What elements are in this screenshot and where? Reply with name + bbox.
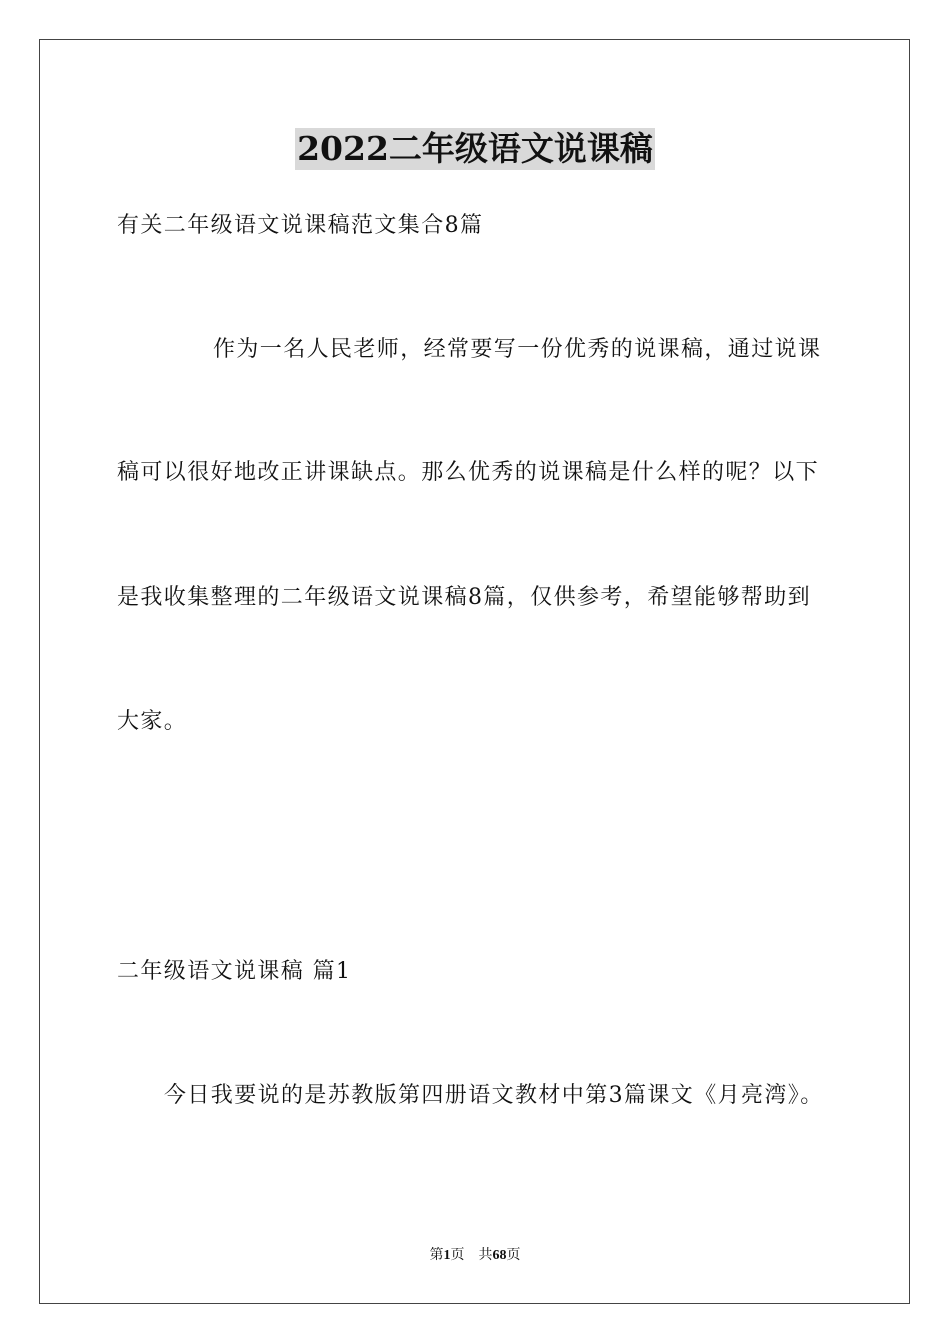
footer-page-total: 68 — [492, 1248, 507, 1263]
page-footer — [0, 1247, 950, 1265]
document-title: 2022二年级语文说课稿 — [297, 129, 653, 168]
intro-line-1: 作为一名人民老师，经常要写一份优秀的说课稿，通过说课 — [213, 337, 822, 362]
section-heading: 二年级语文说课稿 篇1 — [117, 959, 352, 984]
intro-line-4: 大家。 — [117, 709, 188, 734]
intro-line-2: 稿可以很好地改正讲课缺点。那么优秀的说课稿是什么样的呢？以下 — [117, 460, 820, 485]
intro-line-3: 是我收集整理的二年级语文说课稿8篇，仅供参考，希望能够帮助到 — [117, 585, 811, 610]
document-title-container — [0, 128, 950, 170]
document-subtitle: 有关二年级语文说课稿范文集合8篇 — [117, 213, 484, 238]
footer-label-post: 页 — [506, 1248, 521, 1263]
footer-label-pre: 第 — [429, 1248, 444, 1263]
footer-label-mid: 页 共 — [450, 1248, 493, 1263]
section-first-line: 今日我要说的是苏教版第四册语文教材中第3篇课文《月亮湾》。 — [164, 1083, 824, 1108]
footer-page-current: 1 — [443, 1248, 451, 1263]
